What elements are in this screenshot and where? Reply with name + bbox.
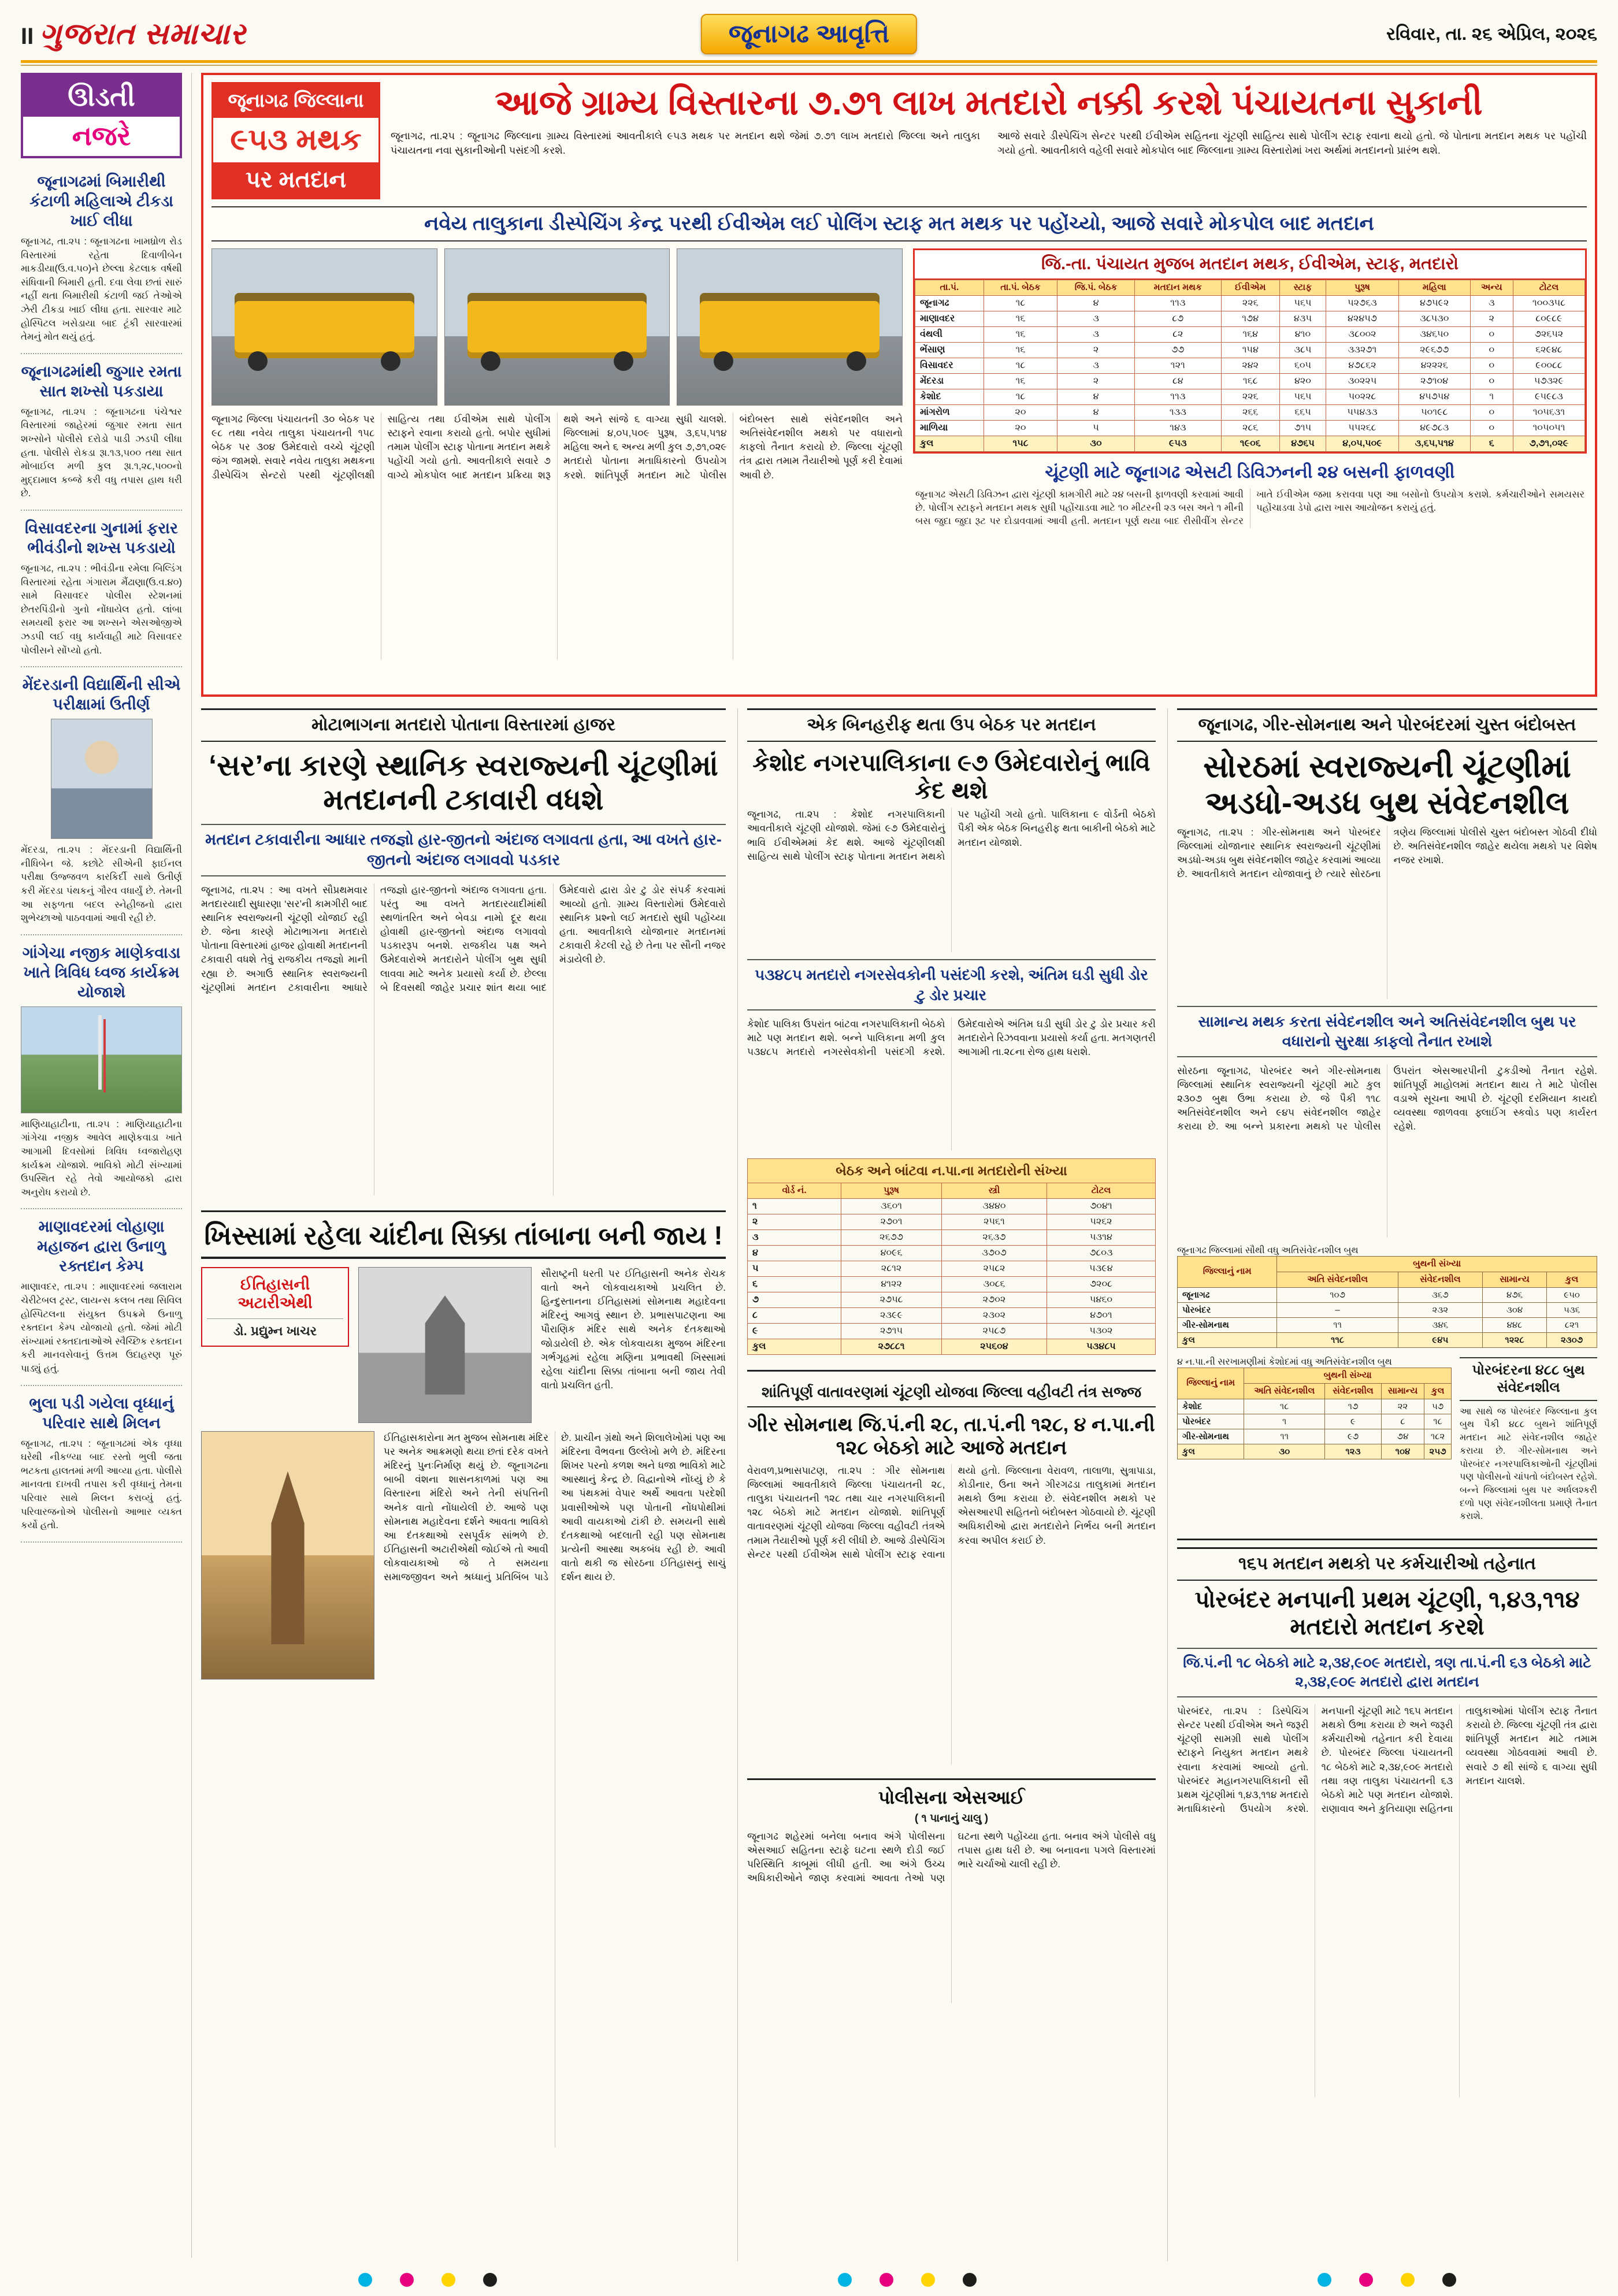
gir-body: વેરાવળ,પ્રભાસપાટણ, તા.૨૫ : ગીર સોમનાથ જિલ્લામાં આવતીકાલે જિલ્લા પંચાયતની ૨૮, તાલુકા પંચાયતની ૧૨૮ તથા ચાર નગરપાલિકાની ૧૨૮ બેઠકો માટે મતદાન યોજાશે. શાંતિપૂર્ણ વાતાવરણમાં ચૂંટણી યોજવા જિલ્લા વહીવટી તંત્રએ તમામ તૈયારીઓ પૂર્ણ કરી લીધી છે. આજે ડીસ્પેચિંગ સેન્ટર પરથી ઈવીએમ સાથે પોલીંગ સ્ટાફ રવાના થયો હતો. જિલ્લાના વેરાવળ, તાલાળા, સુત્રાપાડા, કોડીનાર, ઉના અને ગીરગઢડા તાલુકામાં મતદાન મથકો ઉભા કરાયા છે. સંવેદનશીલ મથકો પર એસઆરપી સહિતનો બંદોબસ્ત ગોઠવાયો છે. ચૂંટણી અધિકારીઓ દ્વારા મતદારોને નિર્ભય બની મતદાન કરવા અપીલ કરાઈ છે. (747, 1465, 1156, 1560)
registration-dot-yellow (921, 2273, 935, 2287)
sar-headline: ‘સર’ના કારણે સ્થાનિક સ્વરાજ્યની ચૂંટણીમાં મતદાનની ટકાવારી વધશે (209, 749, 718, 816)
registration-dot-magenta (1359, 2273, 1373, 2287)
history-column-label-box (201, 1267, 349, 1347)
table-row: ૪ ૪૦૯૬ ૩૭૦૭ ૭૮૦૩ (748, 1245, 1156, 1261)
table-row: ૬ ૪૧૨૨ ૩૦૮૬ ૭૨૦૮ (748, 1276, 1156, 1292)
photo-polling-staff-bus-3 (677, 248, 903, 406)
table-row: માણાવદર ૧૬ ૩ ૮૭ ૧૭૪ ૪૩૫ ૪૨૪૫૭ ૩૮૫૩૦ ૨ ૮૦૯૮૯ (915, 311, 1585, 327)
lead-badge-line2: ૯૫૩ મથક (230, 123, 362, 157)
photo-temple-color (201, 1431, 374, 1680)
lead-badge-line3: પર મતદાન (213, 162, 378, 198)
col-header: ટોટલ (1513, 280, 1584, 296)
sensitive-booths-table (1177, 1256, 1597, 1348)
table-row: ગીર-સોમનાથ ૧૧ ૩૪૬ ૪૪૮ ૮૨૧ (1178, 1317, 1597, 1332)
table-row: ગીર-સોમનાથ ૧૧ ૯૭ ૭૪ ૧૮૨ (1178, 1429, 1452, 1444)
history-column-label: ઈતિહાસની અટારીએથી (237, 1275, 313, 1312)
sidebar-title-box (21, 73, 182, 158)
registration-dot-black (1442, 2273, 1456, 2287)
col-header: સ્ટાફ (1279, 280, 1326, 296)
registration-dot-yellow (1401, 2273, 1415, 2287)
table-row: ભેંસાણ ૧૬ ૨ ૭૭ ૧૫૪ ૩૮૫ ૩૩૨૭૧ ૨૯૬૭૭ ૦ ૬૨૯૪૮ (915, 343, 1585, 358)
sidebar-briefs (21, 73, 192, 2258)
lead-headline: આજે ગ્રામ્ય વિસ્તારના ૭.૭૧ લાખ મતદારો નક્કી કરશે પંચાયતના સુકાની (495, 83, 1483, 122)
keshod-kicker: એક બિનહરીફ થતા ઉપ બેઠક પર મતદાન (747, 708, 1156, 742)
table-subheader-row: અતિ સંવેદનશીલ સંવેદનશીલ સામાન્ય કુલ (1178, 1272, 1597, 1287)
print-registration-marks (0, 2273, 1618, 2288)
lead-badge-line1: જૂનાગઢ જિલ્લાના (213, 84, 378, 118)
registration-dot-magenta (400, 2273, 414, 2287)
lead-photo-row (211, 248, 903, 406)
col-header: મતદાન મથક (1134, 280, 1221, 296)
sidebar-title-top: ઊડતી (23, 75, 180, 117)
lead-intro-col2: આજે સવારે ડીસ્પેચિંગ સેન્ટર પરથી ઈવીએમ સહિતના ચૂંટણી સાહિત્ય સાથે પોલીંગ સ્ટાફ રવાના થયો હતો. જે પોતાના મતદાન મથક પર પહોંચી ગયો હતો. આવતીકાલે વહેલી સવારે મોકપોલ બાદ જિલ્લાના ગ્રામ્ય વિસ્તારોમાં ખરા અર્થમાં મતદાનનો પ્રારંભ થશે. (997, 130, 1587, 156)
table-header-row: વોર્ડ નં. પુરૂષ સ્ત્રી ટોટલ (748, 1183, 1156, 1198)
photo-student-portrait (51, 719, 153, 839)
paper-brand (21, 17, 460, 52)
column-left (201, 708, 726, 2261)
brief-article (21, 1209, 182, 1385)
page-number-mark: II (21, 23, 34, 49)
brief-article (21, 1386, 182, 1543)
masthead-date: રવિવાર, તા. ૨૬ એપ્રિલ, ૨૦૨૬ (1386, 23, 1597, 44)
column-middle (737, 708, 1156, 2261)
npa-booths-table-box (1177, 1357, 1452, 1459)
photo-polling-staff-bus-2 (444, 248, 670, 406)
brief-headline: મેંદરડાની વિદ્યાર્થિની સીએ પરીક્ષામાં ઉતીર્ણ (22, 676, 181, 714)
col-header: પુરૂષ (1326, 280, 1399, 296)
registration-dot-magenta (879, 2273, 893, 2287)
sorath-body-2: સોરઠના જૂનાગઢ, પોરબંદર અને ગીર-સોમનાથ જિલ્લામાં સ્થાનિક સ્વરાજ્યની ચૂંટણી માટે કુલ ૨૩૦૭ બુથ ઉભા કરાયા છે. જે પૈકી ૧૧૮ અતિસંવેદનશીલ અને ૯૪૫ સંવેદનશીલ જાહેર કરાયા છે. આ બન્ને પ્રકારના મથકો પર પોલીસ ઉપરાંત એસઆરપીની ટુકડીઓ તૈનાત રહેશે. શાંતિપૂર્ણ માહોલમાં મતદાન થાય તે માટે પોલીસ વડાએ સૂચના આપી છે. ચૂંટણી દરમિયાન કાયદો વ્યવસ્થા જાળવવા ફ્લાઈંગ સ્કવોડ પણ કાર્યરત રહેશે. (1177, 1065, 1597, 1132)
table-row: કેશોદ ૧૮ ૪ ૧૧૩ ૨૨૬ ૫૬૫ ૫૦૨૨૮ ૪૫૭૫૪ ૧ ૯૫૯૮૩ (915, 389, 1585, 405)
brief-headline: જૂનાગઢમાંથી જુગાર રમતા સાત શખ્સો પકડાયા (21, 362, 182, 400)
lead-intro (391, 129, 1587, 157)
history-body: ઈતિહાસકારોના મત મુજબ સોમનાથ મંદિર પર અનેક આક્રમણો થયા છતાં દરેક વખતે મંદિરનું પુનઃનિર્માણ થયું છે. જૂનાગઢના બાબી વંશના શાસનકાળમાં પણ આ વિસ્તારના મંદિરો અને તેની સંપત્તિની અનેક વાતો નોંધાયેલી છે. આજે પણ સોમનાથ મહાદેવના દર્શને આવતા ભાવિકો આ દંતકથાઓ રસપૂર્વક સાંભળે છે. ઈતિહાસની અટારીએથી જોઈએ તો આવી લોકવાયકાઓ જે તે સમયના સમાજજીવન અને શ્રધ્ધાનું પ્રતિબિંબ પાડે છે. પ્રાચીન ગ્રંથો અને શિલાલેખોમાં પણ આ મંદિરના વૈભવના ઉલ્લેખો મળે છે. મંદિરના શિખર પરનો કળશ અને ધજા ભાવિકો માટે આસ્થાનું કેન્દ્ર છે. વિદ્વાનોએ નોંધ્યું છે કે આ પંથકમાં વેપાર અર્થે આવતા પરદેશી પ્રવાસીઓએ પણ પોતાની નોંધપોથીમાં આવી વાયકાઓ ટાંકી છે. સમયની સાથે દંતકથાઓ બદલાતી રહી પણ સોમનાથ પ્રત્યેની આસ્થા અકબંધ રહી છે. આવી વાતો થકી જ સોરઠના ઈતિહાસનું સાચું દર્શન થાય છે. (384, 1432, 726, 1583)
photo-temple-bw (358, 1267, 532, 1423)
porbandar-headline: પોરબંદર મનપાની પ્રથમ ચૂંટણી, ૧,૪૩,૧૧૪ મતદારો મતદાન કરશે (1194, 1587, 1580, 1640)
brief-body: જૂનાગઢ, તા.૨૫ : જૂનાગઢના પંચેશ્વર વિસ્તારમાં જાહેરમાં જુગાર રમતા સાત શખ્સોને પોલીસે દરોડો પાડી ઝડપી લીધા હતા. પોલીસે રોકડા રૂા.૧૩,૫૦૦ તથા સાત મોબાઈલ મળી કુલ રૂા.૧,૨૮,૫૦૦નો મુદ્દામાલ કબ્જે કરી વધુ તપાસ હાથ ધરી છે. (21, 406, 182, 499)
edition-name: જૂનાગઢ આવૃત્તિ (728, 20, 890, 48)
brief-headline: ગાંગેચા નજીક માણેકવાડા ખાતે ત્રિવિધ ધ્વજ કાર્યક્રમ યોજાશે (22, 943, 181, 1001)
table-total-row: કુલ ૧૧૮ ૯૪૫ ૧૨૨૮ ૨૩૦૭ (1178, 1332, 1597, 1347)
registration-dot-yellow (441, 2273, 455, 2287)
col-header: ઈવીએમ (1221, 280, 1279, 296)
sensitive-booths-table-title: જૂનાગઢ જિલ્લામાં સૌથી વધુ અતિસંવેદનશીલ બુથ (1177, 1245, 1359, 1255)
sorath-subhead: સામાન્ય મથક કરતા સંવેદનશીલ અને અતિસંવેદનશીલ બુથ પર વધારાનો સુરક્ષા કાફલો તૈનાત રખાશે (1177, 1006, 1597, 1057)
table-header-row: જિલ્લાનું નામ બુથની સંખ્યા (1178, 1368, 1452, 1383)
brief-article (21, 935, 182, 1210)
table-row: ૯ ૨૭૧૫ ૨૫૮૭ ૫૩૦૨ (748, 1323, 1156, 1339)
brief-body: જૂનાગઢ, તા.૨૫ : જૂનાગઢના ખામધ્રોળ રોડ વિસ્તારમાં રહેતા દિવાળીબેન માકડીયા(ઉ.વ.૫૦)ને છેલ્લા કેટલાક વર્ષથી સંધિવાની બિમારી હતી. દવા લેવા છતાં સારું નહીં થતા બિમારીથી કંટાળી જઈ તેઓએ ઝેરી ટીકડા ખાઈ લીધા હતા. સારવાર માટે હોસ્પિટલ ખસેડાયા બાદ ટૂંકી સારવારમાં તેમનું મોત થયું હતું. (21, 236, 182, 343)
polling-stats-table (915, 280, 1585, 452)
gir-headline: ગીર સોમનાથ જિ.પં.ની ૨૮, તા.પં.ની ૧૨૮, ૪ ન.પા.ની ૧૨૮ બેઠકો માટે આજે મતદાન (748, 1413, 1155, 1459)
lead-story-box (201, 73, 1597, 697)
table-row: વિસાવદર ૧૮ ૩ ૧૨૧ ૨૪૨ ૬૦૫ ૪૭૮૬૨ ૪૨૨૨૬ ૦ ૯૦૦૮૮ (915, 358, 1585, 374)
continued-from-page-label: ( ૧ પાનાનું ચાલુ ) (914, 1812, 989, 1825)
sorath-headline: સોરઠમાં સ્વરાજ્યની ચૂંટણીમાં અડધો-અડધ બુથ સંવેદનશીલ (1203, 749, 1571, 821)
porbandar-kicker: ૧૬૫ મતદાન મથકો પર કર્મચારીઓ તહેનાત (1177, 1547, 1597, 1581)
st-bus-body: જૂનાગઢ એસટી ડિવિઝન દ્વારા ચૂંટણી કામગીરી માટે ૨૪ બસની ફાળવણી કરવામાં આવી છે. પોલીંગ સ્ટાફને મતદાન મથક સુધી પહોંચાડવા માટે ૧૦ મીટરની ૨૩ બસ અને ૧ મીની બસ જુદા જુદા રૂટ પર દોડાવવામાં આવી હતી. મતદાન પૂર્ણ થયા બાદ રીસીવીંગ સેન્ટર ખાતે ઈવીએમ જમા કરાવવા પણ આ બસોનો ઉપયોગ કરાશે. કર્મચારીઓને સમયસર પહોંચાડવા ડેપો દ્વારા ખાસ આયોજન કરાયું હતું. (915, 489, 1584, 526)
table-header-row (915, 280, 1585, 296)
lead-badge (211, 82, 380, 199)
keshod-body-2: કેશોદ પાલિકા ઉપરાંત બાંટવા નગરપાલિકાની બેઠકો માટે પણ મતદાન થશે. બન્ને પાલિકાના મળી કુલ ૫૩૪૮૫ મતદારો નગરસેવકોની પસંદગી કરશે. ઉમેદવારોએ અંતિમ ઘડી સુધી ડોર ટુ ડોર પ્રચાર કરી મતદારોને રિઝવવાના પ્રયાસો કર્યા હતા. મતગણતરી આગામી તા.૨૮ના રોજ હાથ ધરાશે. (747, 1018, 1156, 1058)
masthead (21, 10, 1597, 58)
table-total-row: કુલ ૧૫૮ ૩૦ ૯૫૩ ૧૯૦૬ ૪૭૬૫ ૪,૦૫,૫૦૯ ૩,૬૫,૫૧૪ ૬ ૭,૭૧,૦૨૯ (915, 436, 1585, 452)
brief-body: જૂનાગઢ, તા.૨૫ : જૂનાગઢમાં એક વૃધ્ધા ઘરેથી નીકળ્યા બાદ રસ્તો ભુલી જતા ભટકતા હાલતમાં મળી આવ્યા હતા. પોલીસે માનવતા દાખવી તપાસ કરી વૃધ્ધાનું તેમના પરિવાર સાથે મિલન કરાવ્યું હતું. પરિવારજનોએ પોલીસનો આભાર વ્યક્ત કર્યો હતો. (21, 1438, 182, 1531)
registration-cluster (358, 2273, 497, 2287)
sorath-body-1: જૂનાગઢ, તા.૨૫ : ગીર-સોમનાથ અને પોરબંદર જિલ્લામાં યોજાનાર સ્થાનિક સ્વરાજ્યની ચૂંટણીમાં અડધો-અડધ બુથ સંવેદનશીલ જાહેર કરવામાં આવ્યા છે. આવતીકાલે મતદાન યોજાવાનું છે ત્યારે સોરઠના ત્રણેય જિલ્લામાં પોલીસે ચુસ્ત બંદોબસ્ત ગોઠવી દીધો છે. અતિસંવેદનશીલ જાહેર થયેલા મથકો પર વિશેષ નજર રખાશે. (1177, 827, 1597, 880)
column-right (1167, 708, 1597, 2261)
table-row: માંગરોળ ૨૦ ૪ ૧૩૩ ૨૬૬ ૬૬૫ ૫૫૪૩૩ ૫૦૧૯૮ ૦ ૧૦૫૬૩૧ (915, 405, 1585, 421)
registration-dot-cyan (358, 2273, 372, 2287)
st-bus-article (913, 462, 1587, 528)
history-column-article (201, 1210, 726, 2148)
col-header: મહિલા (1398, 280, 1470, 296)
table-row: ૮ ૨૩૯૯ ૨૩૦૨ ૪૭૦૧ (748, 1307, 1156, 1323)
porbandar-mnp-article (1177, 1539, 1597, 2097)
lead-subheadline: નવેય તાલુકાના ડીસ્પેચિંગ કેન્દ્ર પરથી ઈવીએમ લઈ પોલિંગ સ્ટાફ મત મથક પર પહોંચ્યો, આજે સવારે મોકપોલ બાદ મતદાન (211, 206, 1587, 242)
sar-body: જૂનાગઢ, તા.૨૫ : આ વખતે સૌપ્રથમવાર મતદારયાદી સુધારણા ‘સર’ની કામગીરી બાદ સ્થાનિક સ્વરાજ્યની ચૂંટણી યોજાઈ રહી છે. જેના કારણે મોટાભાગના મતદારો પોતાના વિસ્તારમાં હાજર હોવાથી મતદાનની ટકાવારી વધશે તેવું રાજકીય તજજ્ઞો માની રહ્યા છે. અગાઉ સ્થાનિક સ્વરાજ્યની ચૂંટણીમાં મતદાન ટકાવારીના આધારે તજજ્ઞો હાર-જીતનો અંદાજ લગાવતા હતા. પરંતુ આ વખતે મતદારયાદીમાંથી સ્થળાંતરિત અને બેવડા નામો દૂર થયા હોવાથી હાર-જીતનો અંદાજ લગાવવો પડકારરૂપ બનશે. રાજકીય પક્ષ અને ઉમેદવારોએ મતદારોને પોલીંગ બુથ સુધી લાવવા માટે અનેક પ્રયાસો કર્યા છે. છેલ્લા બે દિવસથી જાહેર પ્રચાર શાંત થયા બાદ ઉમેદવારો દ્વારા ડોર ટુ ડોર સંપર્ક કરવામાં આવ્યો હતો. ગ્રામ્ય વિસ્તારોમાં ઉમેદવારો સ્થાનિક પ્રશ્નો લઈ મતદારો સુધી પહોંચ્યા હતા. આવતીકાલે યોજાનાર મતદાનમાં ટકાવારી કેટલી રહે છે તેના પર સૌની નજર મંડાયેલી છે. (201, 884, 726, 993)
ward-voters-table-box (747, 1158, 1156, 1355)
brief-article (21, 667, 182, 935)
sar-kicker: મોટાભાગના મતદારો પોતાના વિસ્તારમાં હાજર (201, 708, 726, 742)
table-header-row: જિલ્લાનું નામ બુથની સંખ્યા (1178, 1256, 1597, 1272)
sar-article (201, 708, 726, 1195)
table-row: માળિયા ૨૦ ૫ ૧૪૩ ૨૮૬ ૭૧૫ ૫૫૨૬૮ ૪૯૭૮૩ ૦ ૧૦૫૦૫૧ (915, 421, 1585, 436)
table-row: પોરબંદર ૧ ૯ ૮ ૧૮ (1178, 1414, 1452, 1429)
keshod-body-1: જૂનાગઢ, તા.૨૫ : કેશોદ નગરપાલિકાની આવતીકાલે ચૂંટણી યોજાશે. જેમાં ૯૭ ઉમેદવારોનું ભાવિ ઈવીએમમાં કેદ થશે. આજે ચૂંટણીલક્ષી સાહિત્ય સાથે પોલીંગ સ્ટાફ પોતાના મતદાન મથકો પર પહોંચી ગયો હતો. પાલિકાના ૯ વોર્ડની બેઠકો પૈકી એક બેઠક બિનહરીફ થતા બાકીની બેઠકો માટે મતદાન યોજાશે. (747, 809, 1156, 862)
keshod-headline: કેશોદ નગરપાલિકાના ૯૭ ઉમેદવારોનું ભાવિ કેદ થશે (752, 749, 1151, 804)
brief-body: જૂનાગઢ, તા.૨૫ : ભીવંડીના રમેલા બિલ્ડિંગ વિસ્તારમાં રહેતા ગંગારામ મૈંઢાણા(ઉ.વ.૪૦) સામે વિસાવદર પોલીસ સ્ટેશનમાં છેતરપિંડીનો ગુનો નોંધાયેલ હતો. લાંબા સમયથી ફરાર આ શખ્સને એસઓજીએ ઝડપી લઈ વધુ કાર્યવાહી માટે વિસાવદર પોલીસને સોંપ્યો હતો. (21, 563, 182, 656)
registration-cluster (1318, 2273, 1456, 2287)
brief-article (21, 511, 182, 667)
registration-dot-black (483, 2273, 497, 2287)
porbandar-subhead: જિ.પં.ની ૧૮ બેઠકો માટે ૨,૩૪,૯૦૯ મતદારો, ત્રણ તા.પં.ની ૬૩ બેઠકો માટે ૨,૩૪,૯૦૯ મતદારો દ્વારા મતદાન (1177, 1648, 1597, 1697)
history-lede: સૌરાષ્ટ્રની ધરતી પર ઈતિહાસની અનેક રોચક વાતો અને લોકવાયકાઓ પ્રચલિત છે. હિન્દુસ્તાનના ઈતિહાસમાં સોમનાથ મહાદેવના મંદિરનું આગવું સ્થાન છે. પ્રભાસપાટણના આ પૌરાણિક મંદિર સાથે અનેક દંતકથાઓ જોડાયેલી છે. એક લોકવાયકા મુજબ મંદિરના ગર્ભગૃહમાં રહેલા મણિના પ્રભાવથી ખિસ્સામાં રહેલા ચાંદીના સિક્કા તાંબાના બની જાય તેવી વાતો પ્રચલિત હતી. (541, 1268, 726, 1391)
sorath-article (1177, 708, 1597, 1524)
table-row: કેશોદ ૧૮ ૧૭ ૨૨ ૫૭ (1178, 1399, 1452, 1414)
porbandar-booths-body: આ સાથે જ પોરબંદર જિલ્લાના કુલ બુથ પૈકી ૪૮૮ બુથને શાંતિપૂર્ણ મતદાન માટે સંવેદનશીલ જાહેર કરાયા છે. ગીર-સોમનાથ અને પોરબંદર નગરપાલિકાઓની ચૂંટણીમાં પણ પોલીસનો ચાંપતો બંદોબસ્ત રહેશે. બન્ને જિલ્લામાં બુથ પર અર્ધલશ્કરી દળો પણ સંવેદનશીલતા પ્રમાણે તૈનાત કરાશે. (1460, 1406, 1597, 1522)
masthead-rule-thin (21, 65, 1597, 66)
gir-kicker: શાંતિપૂર્ણ વાતાવરણમાં ચૂંટણી યોજવા જિલ્લા વહીવટી તંત્ર સજ્જ (747, 1379, 1156, 1407)
table-row: વંથલી ૧૬ ૩ ૮૨ ૧૬૪ ૪૧૦ ૩૮૦૦૨ ૩૪૬૫૦ ૦ ૭૨૬૫૨ (915, 327, 1585, 343)
edition-badge (701, 14, 917, 54)
brief-body: માણિયાહાટીના, તા.૨૫ : માણિયાહાટીના ગાંગેચા નજીક આવેલ માણેકવાડા ખાતે આગામી દિવસોમાં ત્રિવિધ ધ્વજારોહણ કાર્યક્રમ યોજાશે. ભાવિકો મોટી સંખ્યામાં ઉપસ્થિત રહે તેવો આયોજકો દ્વારા અનુરોધ કરાયો છે. (21, 1119, 182, 1198)
masthead-rule (21, 60, 1597, 63)
brief-body: મેંદરડા, તા.૨૫ : મેંદરડાની વિદ્યાર્થિની નીધિબેન જે. કછોટે સીએની ફાઈનલ પરીક્ષા ઉજ્જવળ કારકિર્દી સાથે ઉતીર્ણ કરી મેંદરડા પંથકનું ગૌરવ વધાર્યું છે. તેમની આ સફળતા બદલ સ્નેહીજનો દ્વારા શુભેચ્છાઓ પાઠવવામાં આવી રહી છે. (21, 845, 182, 924)
police-continued-article (747, 1778, 1156, 2003)
brief-article (21, 354, 182, 511)
photo-polling-staff-bus-1 (211, 248, 437, 406)
porbandar-booths-sidebar (1460, 1357, 1597, 1524)
registration-dot-cyan (1318, 2273, 1331, 2287)
table-row: જૂનાગઢ ૧૦૭ ૩૬૭ ૪૭૬ ૯૫૦ (1178, 1287, 1597, 1302)
table-row: પોરબંદર – ૨૩૨ ૩૦૪ ૫૩૬ (1178, 1302, 1597, 1317)
npa-booths-table-title: ૪ ન.પા.ની સરખામણીમાં કેશોદમાં વધુ અતિસંવેદનશીલ બુથ (1177, 1357, 1392, 1367)
table-row: ૭ ૨૭૫૮ ૨૭૦૨ ૫૪૬૦ (748, 1292, 1156, 1307)
table-subheader-row: અતિ સંવેદનશીલ સંવેદનશીલ સામાન્ય કુલ (1178, 1383, 1452, 1399)
sar-subhead: મતદાન ટકાવારીના આધાર તજજ્ઞો હાર-જીતનો અંદાજ લગાવતા હતા, આ વખતે હાર-જીતનો અંદાજ લગાવવો પડકાર (201, 824, 726, 876)
table-total-row: કુલ ૩૦ ૧૨૩ ૧૦૪ ૨૫૭ (1178, 1444, 1452, 1459)
sorath-kicker: જૂનાગઢ, ગીર-સોમનાથ અને પોરબંદરમાં ચુસ્ત બંદોબસ્ત (1177, 708, 1597, 742)
photo-flag-ceremony (21, 1006, 182, 1113)
porbandar-body: પોરબંદર, તા.૨૫ : ડિસ્પેચિંગ સેન્ટર પરથી ઈવીએમ અને જરૂરી ચૂંટણી સામગ્રી સાથે પોલીંગ સ્ટાફને નિયુક્ત મતદાન મથકે રવાના કરવામાં આવ્યો હતો. પોરબંદર મહાનગરપાલિકાની સૌ પ્રથમ ચૂંટણીમાં ૧,૪૩,૧૧૪ મતદારો મતાધિકારનો ઉપયોગ કરશે. મનપાની ચૂંટણી માટે ૧૬૫ મતદાન મથકો ઉભા કરાયા છે અને જરૂરી કર્મચારીઓ તહેનાત કરી દેવાયા છે. પોરબંદર જિલ્લા પંચાયતની ૧૮ બેઠકો માટે ૨,૩૪,૯૦૯ મતદારો તથા ત્રણ તાલુકા પંચાયતની ૬૩ બેઠકો માટે પણ મતદાન યોજાશે. રાણાવાવ અને કુતિયાણા સહિતના તાલુકાઓમાં પોલીંગ સ્ટાફ તૈનાત કરાયો છે. જિલ્લા ચૂંટણી તંત્ર દ્વારા શાંતિપૂર્ણ મતદાન માટે તમામ વ્યવસ્થા ગોઠવવામાં આવી છે. સવારે ૭ થી સાંજે ૬ વાગ્યા સુધી મતદાન ચાલશે. (1177, 1706, 1597, 1814)
col-header: તા.પં. (915, 280, 984, 296)
gir-somnath-article (747, 1370, 1156, 1764)
sidebar-title-bottom: નજરે (23, 117, 180, 156)
lead-body: જૂનાગઢ જિલ્લા પંચાયતની ૩૦ બેઠક પર ૯૮ તથા નવેય તાલુકા પંચાયતની ૧૫૮ બેઠક પર ૩૦૪ ઉમેદવારો વચ્ચે ચૂંટણી જંગ જામશે. સવારે નવેય તાલુકા મથકના ડીસ્પેચિંગ સેન્ટરો પરથી ચૂંટણીલક્ષી સાહિત્ય તથા ઈવીએમ સાથે પોલીંગ સ્ટાફને રવાના કરાયો હતો. બપોર સુધીમાં તમામ પોલીંગ સ્ટાફ પોતાના મતદાન મથકે પહોંચી ગયો હતો. આવતીકાલે સવારે ૭ વાગ્યે મોકપોલ બાદ મતદાન પ્રક્રિયા શરૂ થશે અને સાંજે ૬ વાગ્યા સુધી ચાલશે. જિલ્લામાં ૪,૦૫,૫૦૯ પુરૂષ, ૩,૬૫,૫૧૪ મહિલા અને ૬ અન્ય મળી કુલ ૭,૭૧,૦૨૯ મતદારો પોતાના મતાધિકારનો ઉપયોગ કરશે. શાંતિપૂર્ણ મતદાન માટે પોલીસ બંદોબસ્ત સાથે સંવેદનશીલ અને અતિસંવેદનશીલ મથકો પર વધારાનો કાફલો તૈનાત કરાયો છે. જિલ્લા ચૂંટણી તંત્ર દ્વારા તમામ તૈયારીઓ પૂર્ણ કરી દેવામાં આવી છે. (211, 414, 903, 481)
paper-name: ગુજરાત સમાચાર (39, 17, 246, 51)
registration-cluster (838, 2273, 977, 2287)
keshod-subhead: ૫૩૪૮૫ મતદારો નગરસેવકોની પસંદગી કરશે, અંતિમ ઘડી સુધી ડોર ટુ ડોર પ્રચાર (747, 959, 1156, 1010)
porbandar-booths-headline: પોરબંદરના ૪૮૮ બુથ સંવેદનશીલ (1460, 1357, 1597, 1401)
brief-body: માણાવદર, તા.૨૫ : માણાવદરમાં જલારામ ચેરીટેબલ ટ્રસ્ટ, લાયન્સ કલબ તથા સિવિલ હોસ્પિટલના સંયુક્ત ઉપક્રમે ઉનાળુ રક્તદાન કેમ્પ યોજાયો હતો. જેમાં મોટી સંખ્યામાં રક્તદાતાઓએ સ્વૈચ્છિક રક્તદાન કરી માનવસેવાનું ઉત્તમ ઉદાહરણ પૂરું પાડ્યું હતું. (21, 1281, 182, 1374)
ward-voters-table (747, 1183, 1156, 1355)
registration-dot-cyan (838, 2273, 852, 2287)
table-row: ૩ ૨૬૭૭ ૨૬૩૭ ૫૩૧૪ (748, 1229, 1156, 1245)
sensitive-booths-table-box (1177, 1246, 1597, 1348)
ward-voters-table-title: બેઠક અને બાંટવા ન.પા.ના મતદારોની સંખ્યા (747, 1158, 1156, 1183)
polling-stats-table-box (913, 248, 1587, 454)
brief-article (21, 164, 182, 354)
table-row: ૧ ૩૬૦૧ ૩૪૪૦ ૭૦૪૧ (748, 1198, 1156, 1214)
npa-booths-table (1177, 1368, 1452, 1459)
table-row: જૂનાગઢ ૧૮ ૪ ૧૧૩ ૨૨૬ ૫૬૫ ૫૨૭૬૩ ૪૭૫૯૨ ૩ ૧૦૦૩૫૮ (915, 296, 1585, 311)
col-header: તા.પં. બેઠક (984, 280, 1057, 296)
table-total-row: કુલ ૨૭૮૮૧ ૨૫૬૦૪ ૫૩૪૮૫ (748, 1339, 1156, 1354)
table-row: ૫ ૨૮૧૨ ૨૫૮૨ ૫૩૯૪ (748, 1261, 1156, 1276)
brief-headline: વિસાવદરના ગુનામાં ફરાર ભીવંડીનો શખ્સ પકડાયો (25, 519, 178, 556)
brief-headline: જૂનાગઢમાં બિમારીથી કંટાળી મહિલાએ ટીકડા ખાઈ લીધા (29, 173, 173, 230)
table-row: ૨ ૨૭૦૧ ૨૫૬૧ ૫૨૬૨ (748, 1214, 1156, 1229)
police-headline: પોલીસના એસઆઈ (878, 1786, 1025, 1808)
col-header: જિ.પં. બેઠક (1057, 280, 1135, 296)
keshod-article (747, 708, 1156, 1355)
col-header: અન્ય (1470, 280, 1513, 296)
polling-stats-table-title: જિ.-તા. પંચાયત મુજબ મતદાન મથક, ઈવીએમ, સ્ટાફ, મતદારો (915, 250, 1585, 280)
lead-intro-col1: જૂનાગઢ, તા.૨૫ : જૂનાગઢ જિલ્લાના ગ્રામ્ય વિસ્તારમાં આવતીકાલે ૯૫૩ મથક પર મતદાન થશે જેમાં ૭.૭૧ લાખ મતદારો જિલ્લા અને તાલુકા પંચાયતના નવા સુકાનીઓની પસંદગી કરશે. (391, 130, 980, 156)
st-bus-headline: ચૂંટણી માટે જૂનાગઢ એસટી ડિવિઝનની ૨૪ બસની ફાળવણી (1045, 463, 1455, 482)
registration-dot-black (963, 2273, 977, 2287)
table-row: મેંદરડા ૧૬ ૨ ૮૪ ૧૬૮ ૪૨૦ ૩૦૨૨૫ ૨૭૧૦૪ ૦ ૫૭૩૨૯ (915, 374, 1585, 389)
brief-headline: ભુલા પડી ગયેલા વૃધ્ધાનું પરિવાર સાથે મિલન (29, 1394, 174, 1432)
police-body: જૂનાગઢ શહેરમાં બનેલા બનાવ અંગે પોલીસના એસઆઈ સહિતના સ્ટાફે ઘટના સ્થળે દોડી જઈ પરિસ્થિતિ કાબૂમાં લીધી હતી. આ અંગે ઉચ્ચ અધિકારીઓને જાણ કરવામાં આવતા તેઓ પણ ઘટના સ્થળે પહોંચ્યા હતા. બનાવ અંગે પોલીસે વધુ તપાસ હાથ ધરી છે. આ બનાવના પગલે વિસ્તારમાં ભારે ચર્ચાઓ ચાલી રહી છે. (747, 1830, 1156, 1884)
history-column-author: ડો. પ્રદ્યુમ્ન ખાચર (207, 1318, 343, 1339)
brief-headline: માણાવદરમાં લોહાણા મહાજન દ્વારા ઉનાળુ રક્તદાન કેમ્પ (37, 1218, 166, 1275)
history-headline: ખિસ્સામાં રહેલા ચાંદીના સિક્કા તાંબાના બની જાય ! (201, 1220, 726, 1259)
